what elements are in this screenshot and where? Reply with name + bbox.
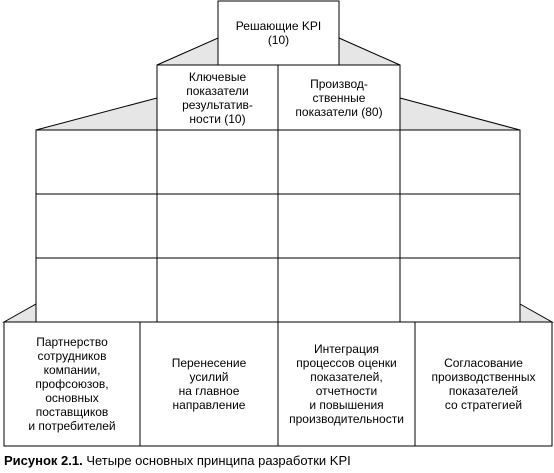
roof-slope-lower-left [36,98,157,130]
roof-slope-lower-right [400,98,520,130]
foundation-slope-right [520,304,552,322]
base-box-3-label: Интеграция процессов оценки показателей, отчетности и повышения производительности [289,342,404,426]
roof-slope-upper-left [157,38,218,65]
wall-grid [36,130,520,322]
base-box-1-label: Партнерство сотрудников компании, профсоюзов, основных поставщиков и потребителей [28,335,116,433]
caption-label: Рисунок 2.1. [4,453,83,468]
base-box-2-label: Перенесение усилий на главное направление [171,356,247,412]
middle-box-2-label: Производ- ственные показатели (80) [295,76,383,119]
figure-caption [4,453,351,469]
top-box-label: Решающие KPI (10) [235,19,322,47]
caption-text: Четыре основных принципа разработки KPI [82,453,351,468]
foundation-slope-left [4,304,36,322]
roof-slope-upper-right [339,38,400,65]
base-box-4-label: Согласование производственных показателей со стратегией [431,356,536,412]
middle-box-1-label: Ключевые показатели результатив- ности (10) [182,69,253,126]
